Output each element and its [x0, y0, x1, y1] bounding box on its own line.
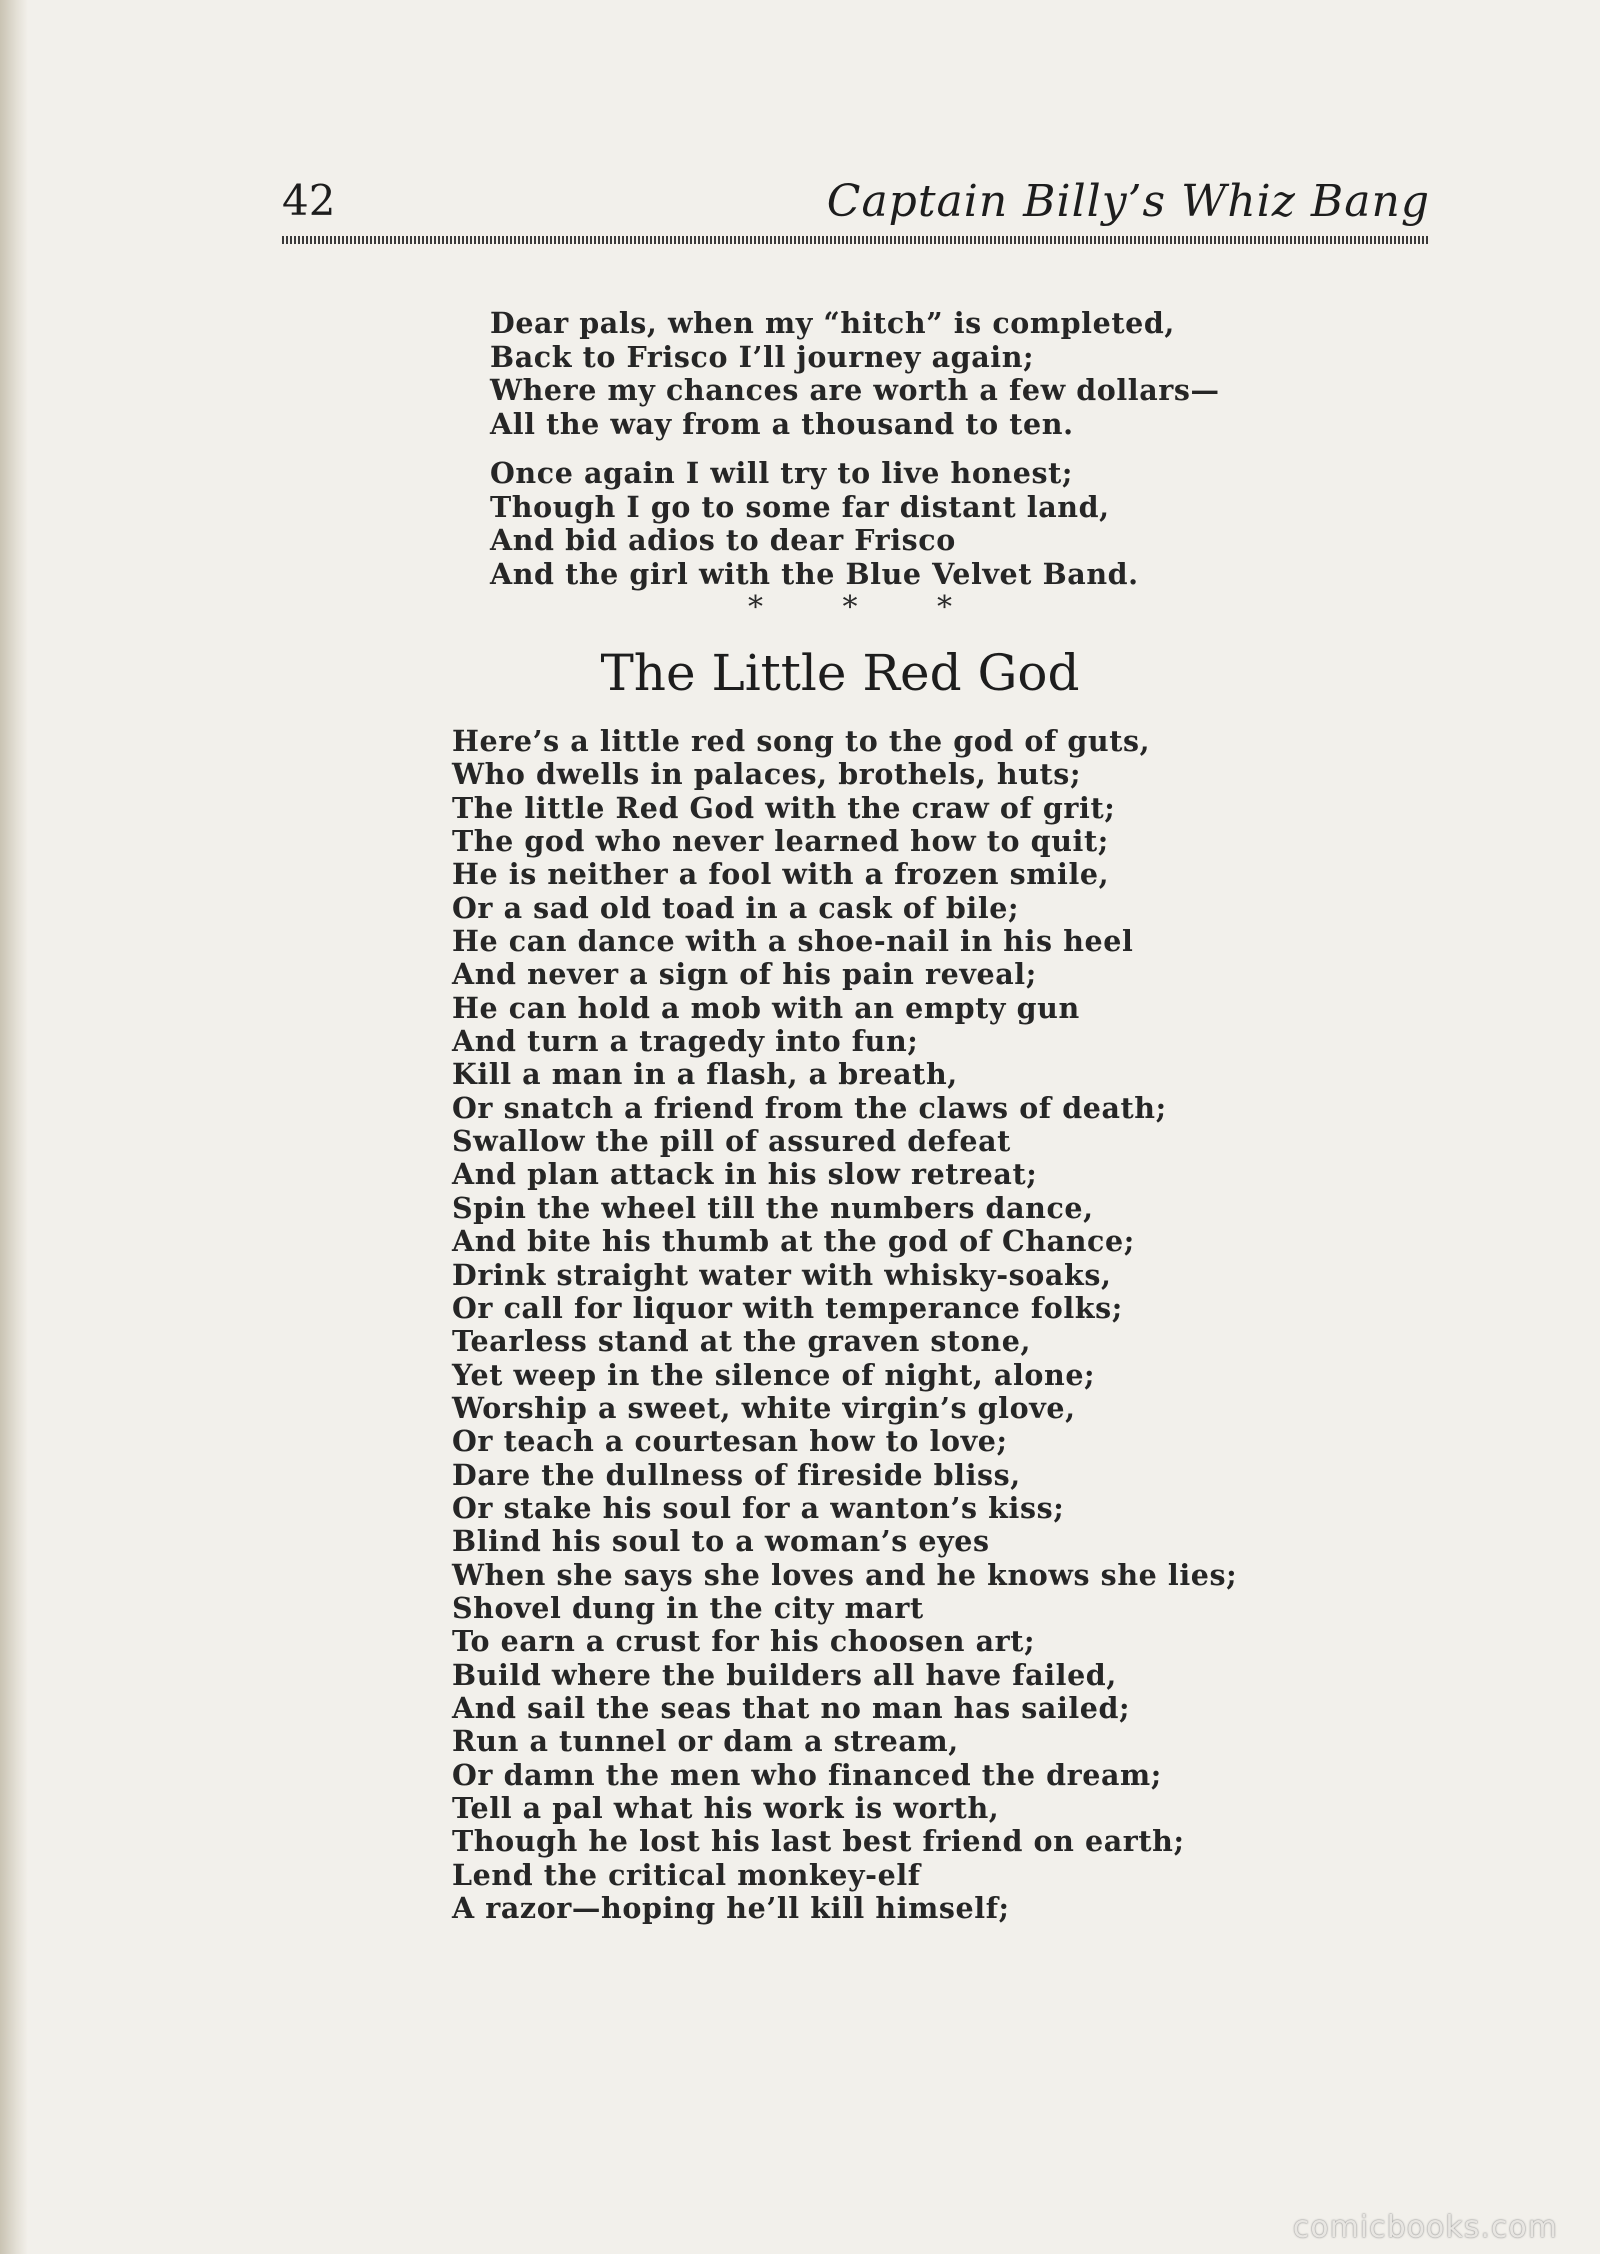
section-separator: * * * — [747, 590, 973, 625]
header-rule — [282, 236, 1430, 244]
poem-line: Run a tunnel or dam a stream, — [452, 1724, 959, 1759]
poem-line: Or teach a courtesan how to love; — [452, 1424, 1008, 1459]
watermark: comicbooks.com — [1292, 2210, 1558, 2245]
running-title: Captain Billy’s Whiz Bang — [826, 176, 1430, 227]
poem-line: And never a sign of his pain reveal; — [452, 957, 1037, 992]
poem-title: The Little Red God — [600, 644, 1080, 702]
poem-line: And bid adios to dear Frisco — [490, 523, 956, 557]
poem-line: Blind his soul to a woman’s eyes — [452, 1524, 990, 1559]
poem-line: Build where the builders all have failed, — [452, 1657, 1117, 1692]
poem-line: Dear pals, when my “hitch” is completed, — [490, 306, 1175, 340]
poem-line: And turn a tragedy into fun; — [452, 1024, 919, 1059]
poem-line: Shovel dung in the city mart — [452, 1590, 924, 1625]
poem-line: Swallow the pill of assured defeat — [452, 1124, 1011, 1159]
poem-line: He is neither a fool with a frozen smile, — [452, 857, 1110, 892]
stanza-1 — [490, 307, 1220, 441]
poem-line: Lend the critical monkey-elf — [452, 1857, 921, 1892]
poem-line: And the girl with the Blue Velvet Band. — [490, 556, 1139, 591]
poem-line: Tell a pal what his work is worth, — [452, 1791, 1000, 1825]
poem-line: Where my chances are worth a few dollars— — [490, 373, 1220, 407]
poem-line: Who dwells in palaces, brothels, huts; — [452, 757, 1082, 792]
poem-line: Tearless stand at the graven stone, — [452, 1324, 1032, 1359]
poem-line: When she says she loves and he knows she lies; — [452, 1557, 1238, 1592]
poem-line: Worship a sweet, white virgin’s glove, — [452, 1390, 1076, 1425]
poem-line: Or stake his soul for a wanton’s kiss; — [452, 1490, 1065, 1525]
page-edge-shadow — [0, 0, 28, 2254]
poem-line: The little Red God with the craw of grit; — [452, 790, 1116, 825]
poem-line: Yet weep in the silence of night, alone; — [452, 1357, 1096, 1392]
poem-line: Or call for liquor with temperance folks; — [452, 1290, 1123, 1325]
poem-line: Spin the wheel till the numbers dance, — [452, 1190, 1094, 1225]
poem-line: Or snatch a friend from the claws of death; — [452, 1090, 1167, 1125]
poem-line: And plan attack in his slow retreat; — [452, 1157, 1038, 1192]
poem-line: Or damn the men who financed the dream; — [452, 1757, 1162, 1792]
poem-line: Or a sad old toad in a cask of bile; — [452, 890, 1020, 925]
poem-line: The god who never learned how to quit; — [452, 824, 1109, 859]
poem-line: Though I go to some far distant land, — [490, 489, 1110, 524]
poem-line: And bite his thumb at the god of Chance; — [452, 1224, 1135, 1259]
poem-line: A razor—hoping he’ll kill himself; — [452, 1891, 1010, 1926]
poem-line: Once again I will try to live honest; — [490, 456, 1074, 490]
poem-line: Back to Frisco I’ll journey again; — [490, 339, 1035, 374]
poem-line: To earn a crust for his choosen art; — [452, 1624, 1036, 1659]
poem-line: Though he lost his last best friend on earth; — [452, 1824, 1185, 1859]
poem-line: All the way from a thousand to ten. — [490, 406, 1074, 441]
page-number: 42 — [282, 176, 336, 225]
poem-line: He can dance with a shoe-nail in his heel — [452, 924, 1134, 959]
poem-line: He can hold a mob with an empty gun — [452, 990, 1080, 1025]
poem-line: Kill a man in a flash, a breath, — [452, 1057, 958, 1092]
poem-line: And sail the seas that no man has sailed; — [452, 1690, 1131, 1725]
poem-line: Dare the dullness of fireside bliss, — [452, 1457, 1021, 1492]
page-header — [282, 172, 1430, 232]
poem-line: Here’s a little red song to the god of guts, — [452, 724, 1151, 758]
stanza-2 — [490, 457, 1139, 591]
poem-body — [452, 725, 1237, 1925]
poem-line: Drink straight water with whisky-soaks, — [452, 1257, 1112, 1292]
